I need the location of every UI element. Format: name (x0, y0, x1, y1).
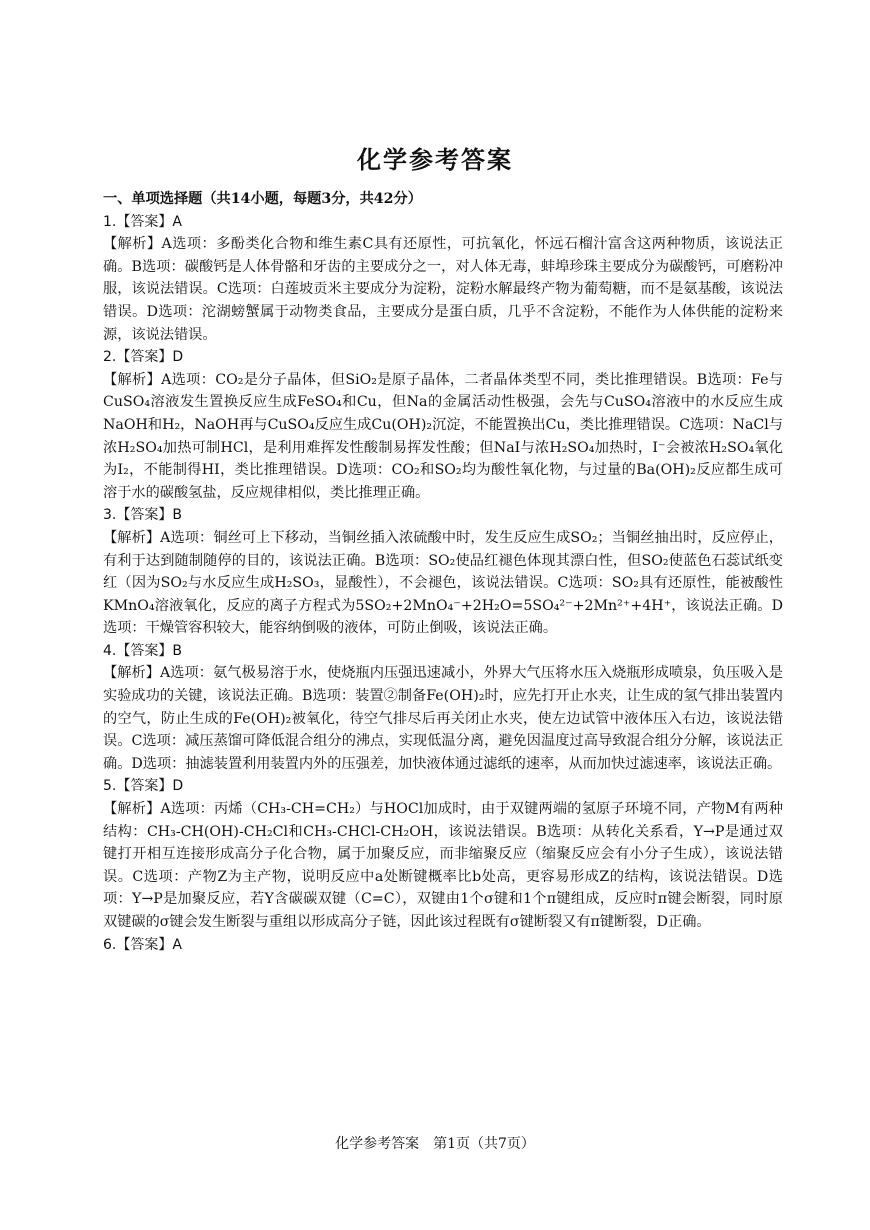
answer-item-5 (103, 775, 783, 933)
answer-line: 5.【答案】D (103, 778, 184, 795)
answer-item-4 (103, 640, 783, 776)
analysis-text: 【解析】A选项：多酚类化合物和维生素C具有还原性，可抗氧化，怀远石榴汁富含这两种物质，该说法正确。B选项：碳酸钙是人体骨骼和牙齿的主要成分之一，对人体无毒，蚌埠珍珠主要成分为碳酸钙，可磨粉冲服，该说法错误。C选项：白莲坡贡米主要成分为淀粉，淀粉水解最终产物为葡萄糖，而不是氨基酸，该说法错误。D选项：沱湖螃蟹属于动物类食品，主要成分是蛋白质，几乎不含淀粉，不能作为人体供能的淀粉来源，该说法错误。 (103, 236, 783, 343)
answer-content (103, 188, 783, 956)
analysis-text: 【解析】A选项：CO₂是分子晶体，但SiO₂是原子晶体，二者晶体类型不同，类比推理错误。B选项：Fe与CuSO₄溶液发生置换反应生成FeSO₄和Cu，但Na的金属活动性极强，会先与CuSO₄溶液中的水反应生成NaOH和H₂，NaOH再与CuSO₄反应生成Cu(OH)₂沉淀，不能置换出Cu，类比推理错误。C选项：NaCl与浓H₂SO₄加热可制HCl，是利用难挥发性酸制易挥发性酸；但NaI与浓H₂SO₄加热时，I⁻会被浓H₂SO₄氧化为I₂，不能制得HI，类比推理错误。D选项：CO₂和SO₂均为酸性氧化物，与过量的Ba(OH)₂反应都生成可溶于水的碳酸氢盐，反应规律相似，类比推理正确。 (103, 371, 783, 501)
answer-item-6 (103, 934, 783, 957)
answer-item-1 (103, 211, 783, 347)
analysis-text: 【解析】A选项：丙烯（CH₃-CH=CH₂）与HOCl加成时，由于双键两端的氢原子环境不同，产物M有两种结构：CH₃-CH(OH)-CH₂Cl和CH₃-CHCl-CH₂OH，该说法错误。B选项：从转化关系看，Y→P是通过双键打开相互连接形成高分子化合物，属于加聚反应，而非缩聚反应（缩聚反应会有小分子生成），该说法错误。C选项：产物Z为主产物，说明反应中a处断键概率比b处高，更容易形成Z的结构，该说法错误。D选项：Y→P是加聚反应，若Y含碳碳双键（C=C），双键由1个σ键和1个π键组成，反应时π键会断裂，同时原双键碳的σ键会发生断裂与重组以形成高分子链，因此该过程既有σ键断裂又有π键断裂，D正确。 (103, 801, 783, 930)
analysis-text: 【解析】A选项：氨气极易溶于水，使烧瓶内压强迅速减小，外界大气压将水压入烧瓶形成喷泉，负压吸入是实验成功的关键，该说法正确。B选项：装置②制备Fe(OH)₂时，应先打开止水夹，让生成的氢气排出装置内的空气，防止生成的Fe(OH)₂被氧化，待空气排尽后再关闭止水夹，使左边试管中液体压入右边，该说法错误。C选项：减压蒸馏可降低混合组分的沸点，实现低温分离，避免因温度过高导致混合组分分解，该说法正确。D选项：抽滤装置利用装置内外的压强差，加快液体通过滤纸的速率，从而加快过滤速率，该说法正确。 (103, 665, 783, 772)
answer-item-3 (103, 504, 783, 640)
answer-line: 6.【答案】A (103, 936, 182, 953)
answer-line: 4.【答案】B (103, 642, 182, 659)
answer-line: 1.【答案】A (103, 213, 182, 230)
section-heading: 一、单项选择题（共14小题，每题3分，共42分） (103, 191, 422, 207)
page-footer: 化学参考答案 第1页（共7页） (335, 1136, 535, 1152)
page-title: 化学参考答案 (357, 145, 513, 174)
answer-line: 3.【答案】B (103, 507, 182, 524)
answer-item-2 (103, 346, 783, 504)
analysis-text: 【解析】A选项：铜丝可上下移动，当铜丝插入浓硫酸中时，发生反应生成SO₂；当铜丝抽出时，反应停止，有利于达到随制随停的目的，该说法正确。B选项：SO₂使品红褪色体现其漂白性，但SO₂使蓝色石蕊试纸变红（因为SO₂与水反应生成H₂SO₃，显酸性），不会褪色，该说法错误。C选项：SO₂具有还原性，能被酸性KMnO₄溶液氧化，反应的离子方程式为5SO₂+2MnO₄⁻+2H₂O=5SO₄²⁻+2Mn²⁺+4H⁺，该说法正确。D选项：干燥管容积较大，能容纳倒吸的液体，可防止倒吸，该说法正确。 (103, 529, 783, 637)
answer-line: 2.【答案】D (103, 349, 184, 366)
